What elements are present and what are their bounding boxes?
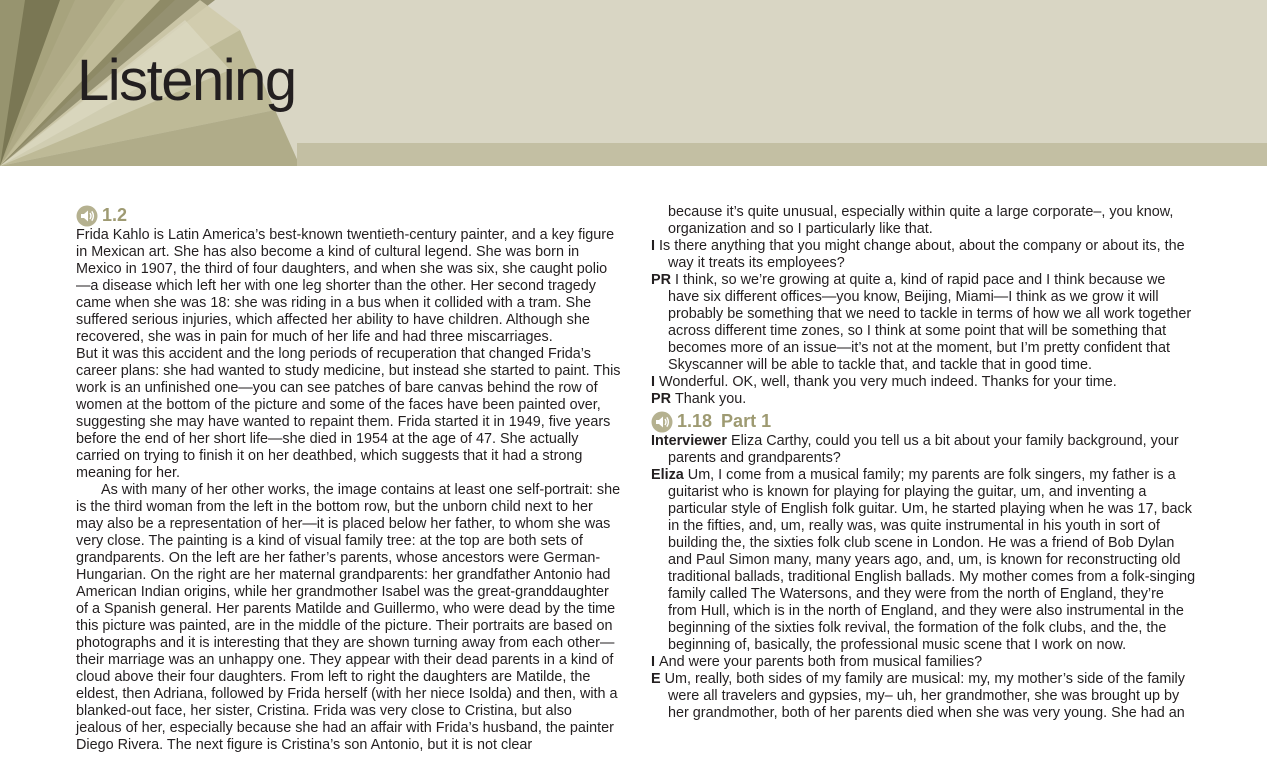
transcript-line xyxy=(651,467,1196,654)
audio-speaker-icon[interactable] xyxy=(651,411,673,433)
transcript-line xyxy=(651,238,1196,272)
paragraph-1: Frida Kahlo is Latin America’s best-known twentieth-century painter, and a key figure in Mexican art. She has also become a kind of cultural legend. She was born in Mexico in 1907, the third of four daughters, and when she was six, she caught polio—a disease which left her with one leg shorter than the other. Her second tragedy came when she was 18: she was riding in a bus when it collided with a tram. She suffered serious injuries, which affected her ability to have children. Although she recovered, she was in pain for much of her life and had three miscarriages. xyxy=(76,227,615,345)
transcript-line xyxy=(651,374,1196,391)
speaker-label: I xyxy=(651,238,655,254)
track-heading-1-18 xyxy=(651,410,1196,433)
paragraph-2: But it was this accident and the long periods of recuperation that changed Frida’s career plans: she had wanted to study medicine, but instead she started to paint. This work is an unfinished one—you can see patches of bare canvas behind the row of women at the bottom of the picture and some of the faces have been painted over, suggesting she may have wanted to repaint them. Frida started it in 1949, five years before the end of her short life—she died in 1954 at the age of 47. She actually carried on trying to finish it on her deathbed, which suggests that it had a strong meaning for her. xyxy=(76,346,621,481)
speech-text: Wonderful. OK, well, thank you very much indeed. Thanks for your time. xyxy=(659,374,1117,390)
speaker-label: PR xyxy=(651,272,671,288)
transcript-line xyxy=(651,272,1196,374)
speaker-label: PR xyxy=(651,391,671,407)
page-title: Listening xyxy=(77,48,296,113)
transcript-block-1 xyxy=(651,238,1196,408)
part-label: Part 1 xyxy=(721,411,772,431)
transcript-line xyxy=(651,671,1196,722)
track-heading-1-2 xyxy=(76,204,621,227)
header-stripe xyxy=(297,143,1267,166)
speaker-label: Eliza xyxy=(651,467,684,483)
transcript-line xyxy=(651,433,1196,467)
audio-speaker-icon[interactable] xyxy=(76,205,98,227)
speaker-label: I xyxy=(651,374,655,390)
speech-text: And were your parents both from musical families? xyxy=(659,654,983,670)
track-number: 1.2 xyxy=(102,205,128,225)
continued-text: because it’s quite unusual, especially within quite a large corporate–, you know, organization and so I particularly like that. xyxy=(668,204,1174,237)
speech-text: Um, I come from a musical family; my parents are folk singers, my father is a guitarist who is known for playing for playing the guitar, um, and inventing a particular style of English folk guitar. Um, he started playing when he was 17, back in the fifties, and, um, really was, was quite instrumental in his youth in sort of building the, the sixties folk club scene in London. He was a friend of Bob Dylan and Paul Simon many, many years ago, and, um, is known for reconstructing old traditional ballads, traditional English ballads. My mother comes from a folk-singing family called The Watersons, and they were from the north of England, they’re from Hull, which is in the north of England, and they were also instrumental in the beginning of the sixties folk revival, the formation of the folk clubs, and the, the beginning of, basically, the professional music scene that I work on now. xyxy=(668,467,1196,653)
speech-text: Thank you. xyxy=(675,391,747,407)
transcript-line xyxy=(651,654,1196,671)
transcript-line xyxy=(651,391,1196,408)
speech-text: Um, really, both sides of my family are musical: my, my mother’s side of the family were all travelers and gypsies, my– uh, her grandmother, she was brought up by her grandmother, both of her parents died when she was very young. She had an xyxy=(664,671,1185,721)
track-number: 1.18 xyxy=(677,411,713,431)
speaker-label: E xyxy=(651,671,661,687)
left-column xyxy=(76,204,621,754)
speech-text: I think, so we’re growing at quite a, kind of rapid pace and I think because we have six different offices—you know, Beijing, Miami—I think as we grow it will probably be something that we need to tackle in terms of how we all work together across different time zones, so I think at some point that will be something that becomes more of an issue—it’s not at the moment, but I’m pretty confident that Skyscanner will be able to tackle that, and tackle that in good time. xyxy=(668,272,1192,373)
right-column xyxy=(651,204,1196,722)
speaker-label: Interviewer xyxy=(651,433,727,449)
transcript-block-2 xyxy=(651,433,1196,722)
speaker-label: I xyxy=(651,654,655,670)
speech-text: Is there anything that you might change about, about the company or about its, the way it treats its employees? xyxy=(659,238,1185,271)
speech-text: Eliza Carthy, could you tell us a bit about your family background, your parents and grandparents? xyxy=(668,433,1179,466)
page-header xyxy=(0,0,1267,166)
paragraph-3: As with many of her other works, the image contains at least one self-portrait: she is the third woman from the left in the bottom row, but the unborn child next to her may also be a representation of her—it is placed below her father, to whom she was very close. The painting is a kind of visual family tree: at the top are both sets of grandparents. On the left are her father’s parents, whose ancestors were German-Hungarian. On the right are her maternal grandparents: her grandfather Antonio had American Indian origins, while her grandmother Isabel was the great-granddaughter of a Spanish general. Her parents Matilde and Guillermo, who were dead by the time this picture was painted, are in the middle of the picture. Their portraits are based on photographs and it is interesting that they are shown turning away from each other—their marriage was an unhappy one. They appear with their dead parents in a kind of cloud above their four daughters. From left to right the daughters are Matilde, the eldest, then Adriana, followed by Frida herself (with her niece Isolda) and then, with a blanked-out face, her sister, Cristina. Frida was very close to Cristina, but also jealous of her, especially because she had an affair with Frida’s husband, the painter Diego Rivera. The next figure is Cristina’s son Antonio, but it is not clear xyxy=(76,482,621,753)
